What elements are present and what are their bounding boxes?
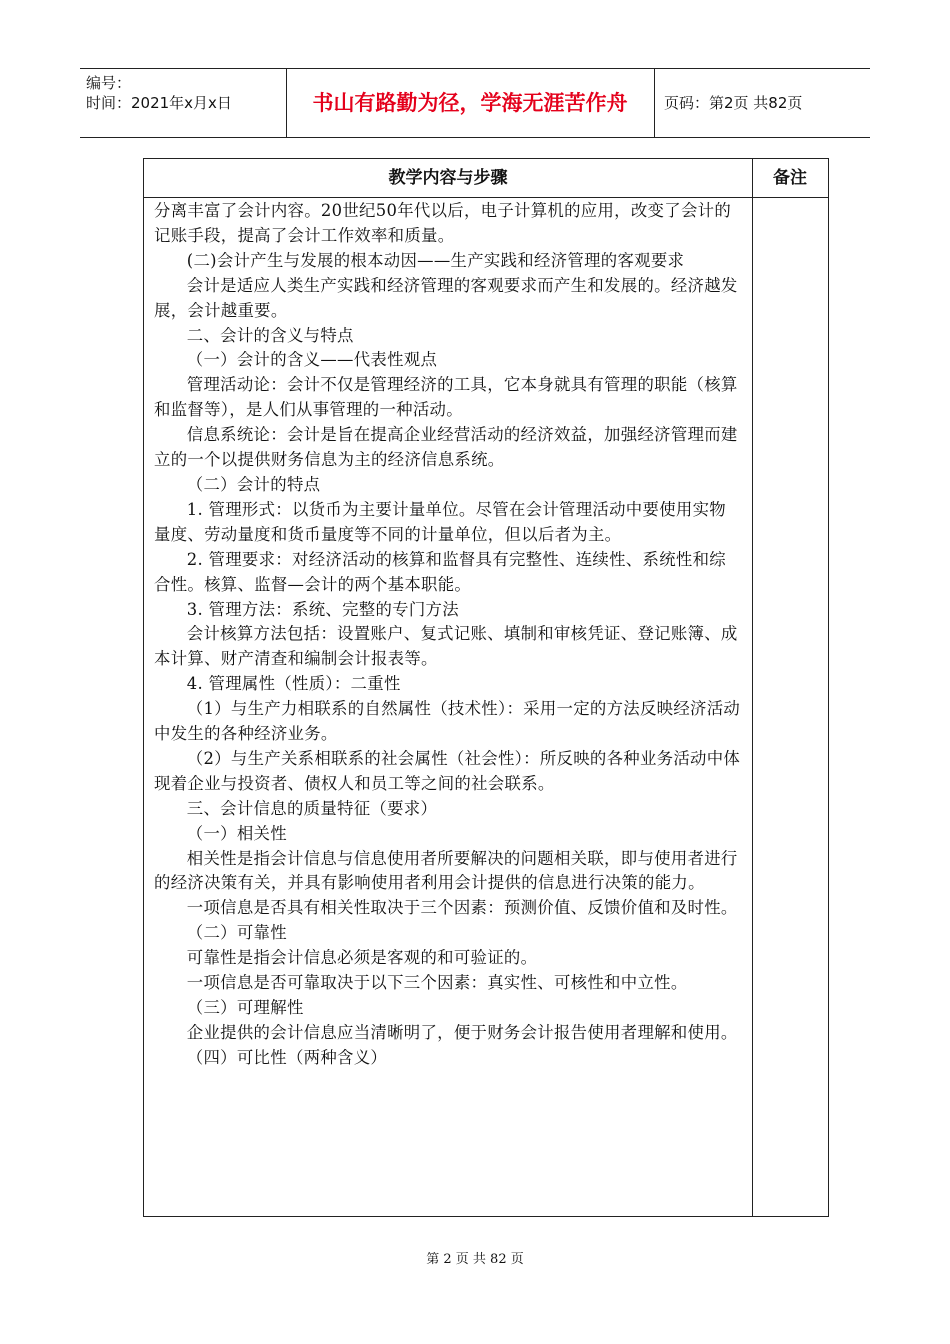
paragraph: （一）相关性	[186, 823, 287, 843]
header-divider	[654, 69, 655, 137]
lesson-content	[154, 199, 742, 1071]
paragraph: 2. 管理要求：对经济活动的核算和监督具有完整性、连续性、系统性和综合性。核算、监督—会计的两个基本职能。	[154, 549, 726, 594]
paragraph: (二)会计产生与发展的根本动因——生产实践和经济管理的客观要求	[186, 250, 685, 270]
paragraph: 会计是适应人类生产实践和经济管理的客观要求而产生和发展的。经济越发展，会计越重要。	[154, 275, 738, 320]
paragraph: 会计核算方法包括：设置账户、复式记账、填制和审核凭证、登记账簿、成本计算、财产清查和编制会计报表等。	[154, 624, 738, 669]
header-motto: 书山有路勤为径，学海无涯苦作舟	[312, 91, 628, 115]
lesson-table	[143, 158, 829, 1217]
paragraph: （四）可比性（两种含义）	[186, 1047, 388, 1067]
page-footer: 第 2 页 共 82 页	[426, 1252, 524, 1267]
column-divider	[752, 159, 753, 1216]
document-header	[80, 68, 870, 138]
paragraph: 管理活动论：会计不仅是管理经济的工具，它本身就具有管理的职能（核算和监督等），是人们从事管理的一种活动。	[154, 375, 738, 420]
paragraph: 企业提供的会计信息应当清晰明了，便于财务会计报告使用者理解和使用。	[186, 1022, 738, 1042]
paragraph: 4. 管理属性（性质）：二重性	[186, 674, 401, 694]
paragraph: （一）会计的含义——代表性观点	[186, 350, 438, 370]
paragraph: （2）与生产关系相联系的社会属性（社会性）：所反映的各种业务活动中体现着企业与投资者、债权人和员工等之间的社会联系。	[154, 748, 741, 793]
paragraph: 三、会计信息的质量特征（要求）	[186, 798, 438, 818]
paragraph: （二）可靠性	[186, 923, 287, 943]
paragraph: 一项信息是否具有相关性取决于三个因素：预测价值、反馈价值和及时性。	[186, 898, 738, 918]
column-header-content: 教学内容与步骤	[388, 168, 508, 188]
paragraph: 二、会计的含义与特点	[186, 325, 354, 345]
header-page-info: 页码：第2页 共82页	[664, 94, 803, 112]
number-label: 编号：	[86, 74, 132, 92]
paragraph: 1. 管理形式：以货币为主要计量单位。尽管在会计管理活动中要使用实物量度、劳动量度和货币量度等不同的计量单位，但以后者为主。	[154, 499, 726, 544]
paragraph: 分离丰富了会计内容。20世纪50年代以后，电子计算机的应用，改变了会计的记账手段，提高了会计工作效率和质量。	[154, 201, 732, 245]
paragraph: 3. 管理方法：系统、完整的专门方法	[186, 599, 459, 619]
paragraph: 一项信息是否可靠取决于以下三个因素：真实性、可核性和中立性。	[186, 973, 688, 993]
paragraph: （二）会计的特点	[186, 474, 321, 494]
paragraph: 相关性是指会计信息与信息使用者所要解决的问题相关联，即与使用者进行的经济决策有关，并具有影响使用者利用会计提供的信息进行决策的能力。	[154, 848, 738, 893]
time-label: 时间：2021年x月x日	[86, 94, 232, 112]
paragraph: （三）可理解性	[186, 998, 304, 1017]
paragraph: 信息系统论：会计是旨在提高企业经营活动的经济效益，加强经济管理而建立的一个以提供财务信息为主的经济信息系统。	[154, 425, 738, 470]
paragraph: 可靠性是指会计信息必须是客观的和可验证的。	[186, 948, 538, 968]
column-header-notes: 备注	[773, 168, 807, 188]
paragraph: （1）与生产力相联系的自然属性（技术性）：采用一定的方法反映经济活动中发生的各种经济业务。	[154, 699, 741, 744]
header-meta	[86, 73, 286, 113]
table-header-row	[144, 159, 828, 198]
